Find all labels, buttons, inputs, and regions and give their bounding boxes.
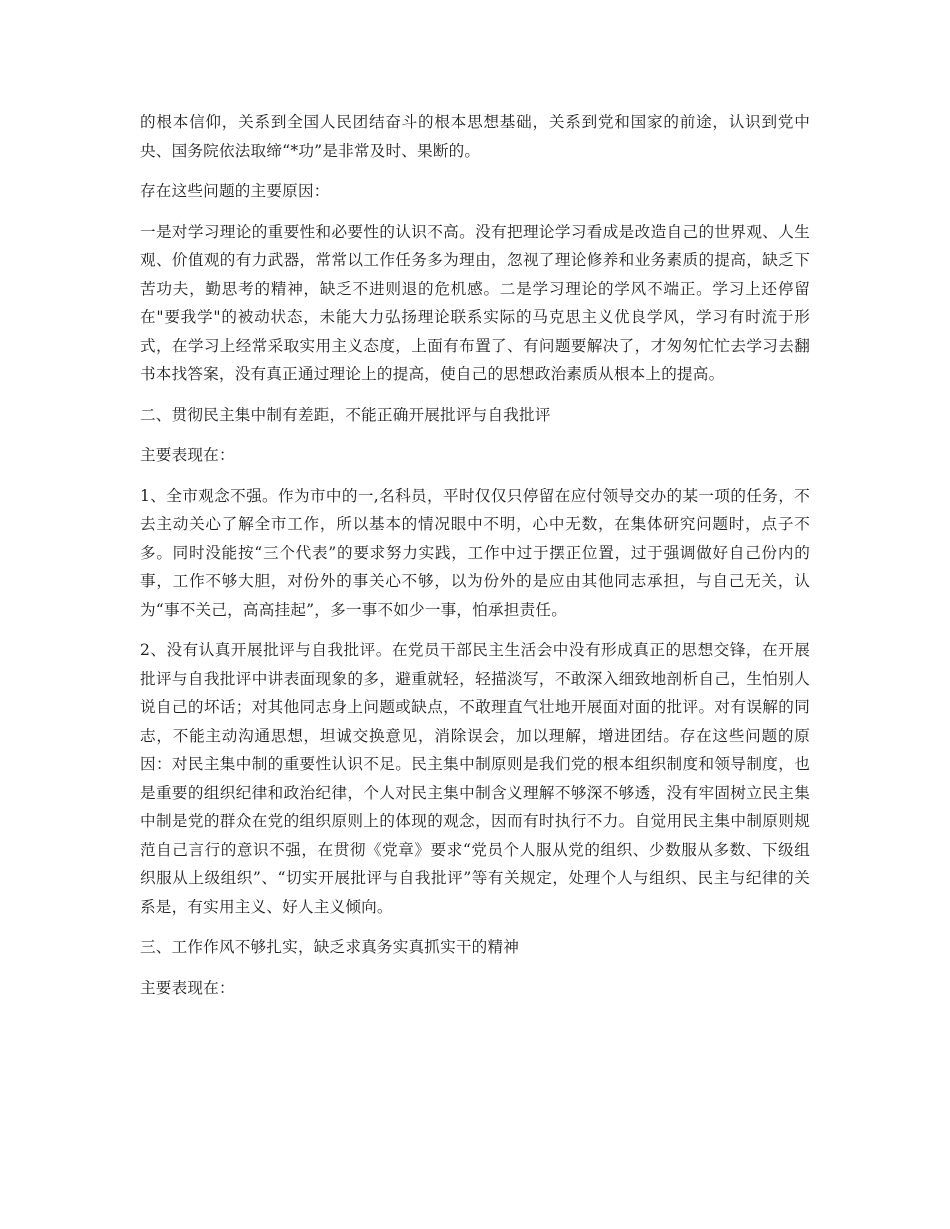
paragraph-continuation: 的根本信仰，关系到全国人民团结奋斗的根本思想基础，关系到党和国家的前途，认识到党中央、国务院依法取缔“*功”是非常及时、果断的。 xyxy=(140,113,810,160)
section-heading-two: 二、贯彻民主集中制有差距，不能正确开展批评与自我批评 xyxy=(140,405,551,424)
paragraph-manifestations-label: 主要表现在： xyxy=(140,446,235,464)
document-body xyxy=(140,108,810,1014)
paragraph-item-two: 2、没有认真开展批评与自我批评。在党员干部民主生活会中没有形成真正的思想交锋，在开展批评与自我批评中讲表面现象的多，避重就轻，轻描淡写，不敢深入细致地剖析自己，生怕别人说自己的坏话；对其他同志身上问题或缺点，不敢理直气壮地开展面对面的批评。对有误解的同志，不能主动沟通思想，坦诚交换意见，消除误会，加以理解，增进团结。存在这些问题的原因：对民主集中制的重要性认识不足。民主集中制原则是我们党的根本组织制度和领导制度，也是重要的组织纪律和政治纪律，个人对民主集中制含义理解不够深不够透，没有牢固树立民主集中制是党的群众在党的组织原则上的体现的观念，因而有时执行不力。自觉用民主集中制原则规范自己言行的意识不强，在贯彻《党章》要求“党员个人服从党的组织、少数服从多数、下级组织服从上级组织”、“切实开展批评与自我批评”等有关规定，处理个人与组织、民主与纪律的关系是，有实用主义、好人主义倾向。 xyxy=(140,641,810,916)
paragraph-causes-body: 一是对学习理论的重要性和必要性的认识不高。没有把理论学习看成是改造自己的世界观、人生观、价值观的有力武器，常常以工作任务多为理由，忽视了理论修养和业务素质的提高，缺乏下苦功夫，勤思考的精神，缺乏不进则退的危机感。二是学习理论的学风不端正。学习上还停留在"要我学"的被动状态，未能大力弘扬理论联系实际的马克思主义优良学风，学习有时流于形式，在学习上经常采取实用主义态度，上面有布置了、有问题要解决了，才匆匆忙忙去学习去翻书本找答案，没有真正通过理论上的提高，使自己的思想政治素质从根本上的提高。 xyxy=(140,222,810,383)
section-heading-three: 三、工作作风不够扎实，缺乏求真务实真抓实干的精神 xyxy=(140,938,520,956)
paragraph-item-one: 1、全市观念不强。作为市中的一,名科员，平时仅仅只停留在应付领导交办的某一项的任务，不去主动关心了解全市工作，所以基本的情况眼中不明，心中无数，在集体研究问题时，点子不多。同时没能按“三个代表”的要求努力实践，工作中过于摆正位置，过于强调做好自己份内的事，工作不够大胆，对份外的事关心不够，以为份外的是应由其他同志承担，与自己无关，认为“事不关己，高高挂起”，多一事不如少一事，怕承担责任。 xyxy=(140,486,810,619)
paragraph-causes-heading: 存在这些问题的主要原因： xyxy=(140,182,330,200)
paragraph-manifestations-label-2: 主要表现在： xyxy=(140,978,235,997)
